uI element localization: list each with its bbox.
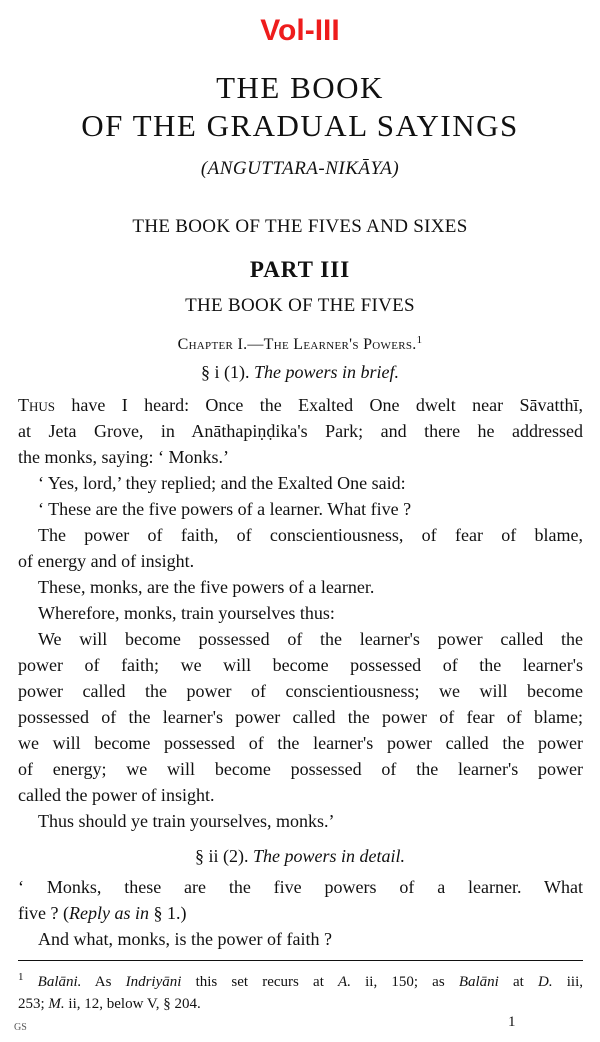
- footnote-line: [18, 966, 583, 993]
- part-heading: PART III: [249, 257, 351, 282]
- text-span: at: [498, 974, 538, 990]
- text-span-italic: D.: [538, 974, 553, 990]
- text-span: 253;: [18, 996, 49, 1012]
- text-line: at Jeta Grove, in Anāthapiṇḍika's Park; and there he addressed: [18, 421, 583, 441]
- printer-signature: GS: [14, 1022, 27, 1033]
- text-span: § 1.): [148, 903, 187, 923]
- text-line: [18, 392, 583, 418]
- text-line: And what, monks, is the power of faith ?: [38, 929, 332, 949]
- text-line: The power of faith, of conscientiousness, of fear of blame,: [38, 525, 583, 545]
- volume-label: Vol-III: [260, 14, 340, 47]
- text-line: ‘ Monks, these are the five powers of a learner. What: [18, 877, 583, 897]
- text-line: Thus should ye train yourselves, monks.’: [38, 811, 335, 831]
- text-line: [18, 900, 583, 926]
- text-span: ii, 12, below V, § 204.: [64, 996, 201, 1012]
- book-title-line1: THE BOOK: [216, 70, 384, 105]
- text-line: Wherefore, monks, train yourselves thus:: [38, 603, 335, 623]
- chapter-footnote-mark: 1: [416, 334, 423, 346]
- text-line: we will become possessed of the learner's power called the power: [18, 733, 583, 753]
- section2-heading: [0, 846, 600, 867]
- text-span-italic: M.: [48, 996, 65, 1012]
- chapter-text: Chapter I.—The Learner's Powers.: [177, 336, 417, 353]
- text-span-italic: Reply as in: [68, 903, 149, 923]
- page-number: 1: [508, 1014, 516, 1030]
- text-span: ii, 150; as: [350, 974, 459, 990]
- section1-heading: [0, 362, 600, 383]
- section1-body: [18, 392, 583, 834]
- book-subtitle: (ANGUTTARA-NIKĀYA): [200, 158, 400, 179]
- text-span: this set recurs at: [181, 974, 339, 990]
- book-title-line2: OF THE GRADUAL SAYINGS: [81, 108, 519, 143]
- footnote-divider: [18, 960, 583, 961]
- footnote: [18, 966, 583, 1015]
- footnote-term: Balāni.: [37, 974, 82, 990]
- section1-number: § i (1).: [200, 362, 250, 382]
- text-line: the monks, saying: ‘ Monks.’: [18, 447, 229, 467]
- text-line: of energy and of insight.: [18, 551, 195, 571]
- text-line: possessed of the learner's power called the power of fear of blame;: [18, 707, 583, 727]
- section1-title: The powers in brief.: [253, 362, 399, 382]
- text-line: ‘ These are the five powers of a learner. What five ?: [38, 499, 412, 519]
- text-line: These, monks, are the five powers of a learner.: [38, 577, 375, 597]
- section2-number: § ii (2).: [195, 846, 249, 866]
- footnote-mark: 1: [18, 971, 24, 983]
- text-span: have I heard: Once the Exalted One dwelt near Sāvatthī,: [71, 395, 584, 415]
- text-line: ‘ Yes, lord,’ they replied; and the Exalted One said:: [38, 473, 406, 493]
- text-line: of energy; we will become possessed of the learner's power: [18, 759, 583, 779]
- lead-word: Thus: [18, 395, 56, 415]
- section2-body: [18, 874, 583, 952]
- chapter-heading: [0, 334, 600, 354]
- text-line: We will become possessed of the learner's power called the: [38, 629, 583, 649]
- footnote-line: [18, 993, 583, 1015]
- text-span: iii,: [552, 974, 584, 990]
- part-title: THE BOOK OF THE FIVES: [185, 295, 415, 316]
- text-span: As: [81, 974, 126, 990]
- text-span-italic: Indriyāni: [125, 974, 182, 990]
- book-of-fives-sixes: THE BOOK OF THE FIVES AND SIXES: [132, 216, 468, 237]
- text-span-italic: A.: [338, 974, 351, 990]
- section2-title: The powers in detail.: [253, 846, 405, 866]
- text-span: five ? (: [18, 903, 69, 923]
- text-line: power of faith; we will become possessed of the learner's: [18, 655, 583, 675]
- text-span-italic: Balāni: [458, 974, 499, 990]
- text-line: called the power of insight.: [18, 785, 215, 805]
- text-line: power called the power of conscientiousness; we will become: [18, 681, 583, 701]
